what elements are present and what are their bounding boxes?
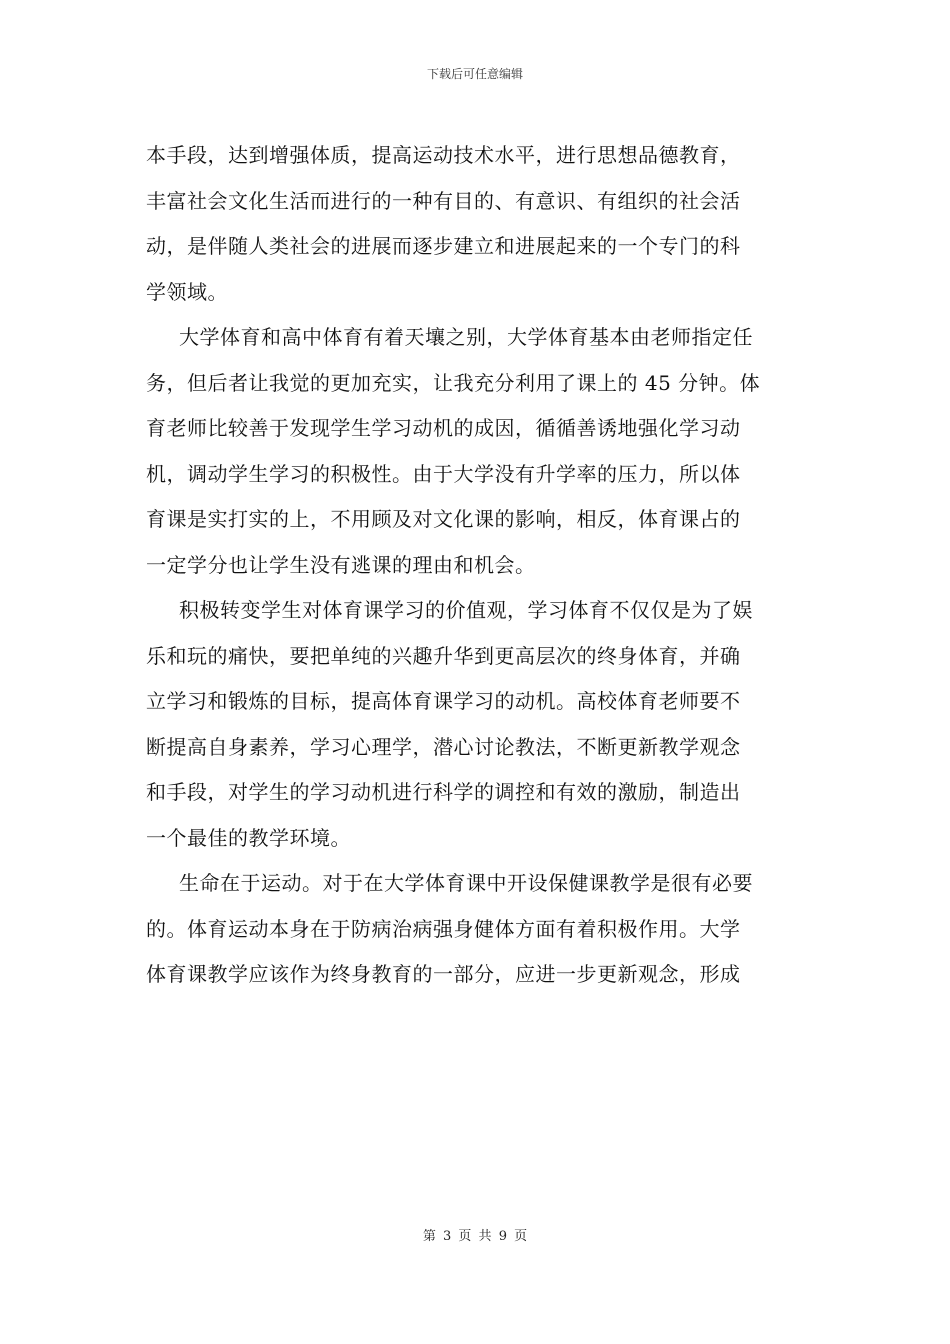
text-line: 育老师比较善于发现学生学习动机的成因，循循善诱地强化学习动 [146,416,741,440]
text-line: 一个最佳的教学环境。 [146,825,351,850]
paragraph-4 [146,861,806,998]
text-line: 动，是伴随人类社会的进展而逐步建立和进展起来的一个专门的科 [146,234,741,258]
text-line: 大学体育和高中体育有着天壤之别，大学体育基本由老师指定任 [179,325,753,349]
paragraph-2 [146,315,806,588]
text-line: 立学习和锻炼的目标，提高体育课学习的动机。高校体育老师要不 [146,689,741,713]
text-line: 育课是实打实的上，不用顾及对文化课的影响，相反，体育课占的 [146,507,741,531]
text-line: 本手段，达到增强体质，提高运动技术水平，进行思想品德教育， [146,143,741,167]
text-line: 体育课教学应该作为终身教育的一部分，应进一步更新观念，形成 [146,962,741,986]
document-body [146,133,806,998]
text-line: 机，调动学生学习的积极性。由于大学没有升学率的压力，所以体 [146,461,741,486]
text-line: 乐和玩的痛快，要把单纯的兴趣升华到更高层次的终身体育，并确 [146,643,741,668]
text-line: 学领域。 [146,279,228,304]
text-line: 的。体育运动本身在于防病治病强身健体方面有着积极作用。大学 [146,916,741,941]
page-footer: 第 3 页 共 9 页 [422,1229,528,1244]
text-line: 一定学分也让学生没有逃课的理由和机会。 [146,552,536,577]
text-line: 和手段，对学生的学习动机进行科学的调控和有效的激励，制造出 [146,780,741,804]
text-line: 积极转变学生对体育课学习的价值观，学习体育不仅仅是为了娱 [179,598,753,622]
text-line: 丰富社会文化生活而进行的一种有目的、有意识、有组织的社会活 [146,188,741,213]
paragraph-1 [146,133,806,315]
text-line: 务，但后者让我觉的更加充实，让我充分利用了课上的 45 分钟。体 [146,370,761,395]
text-line: 生命在于运动。对于在大学体育课中开设保健课教学是很有必要 [179,871,753,895]
page-header: 下载后可任意编辑 [426,67,523,81]
text-line: 断提高自身素养，学习心理学，潜心讨论教法，不断更新教学观念 [146,734,741,759]
paragraph-3 [146,588,806,861]
